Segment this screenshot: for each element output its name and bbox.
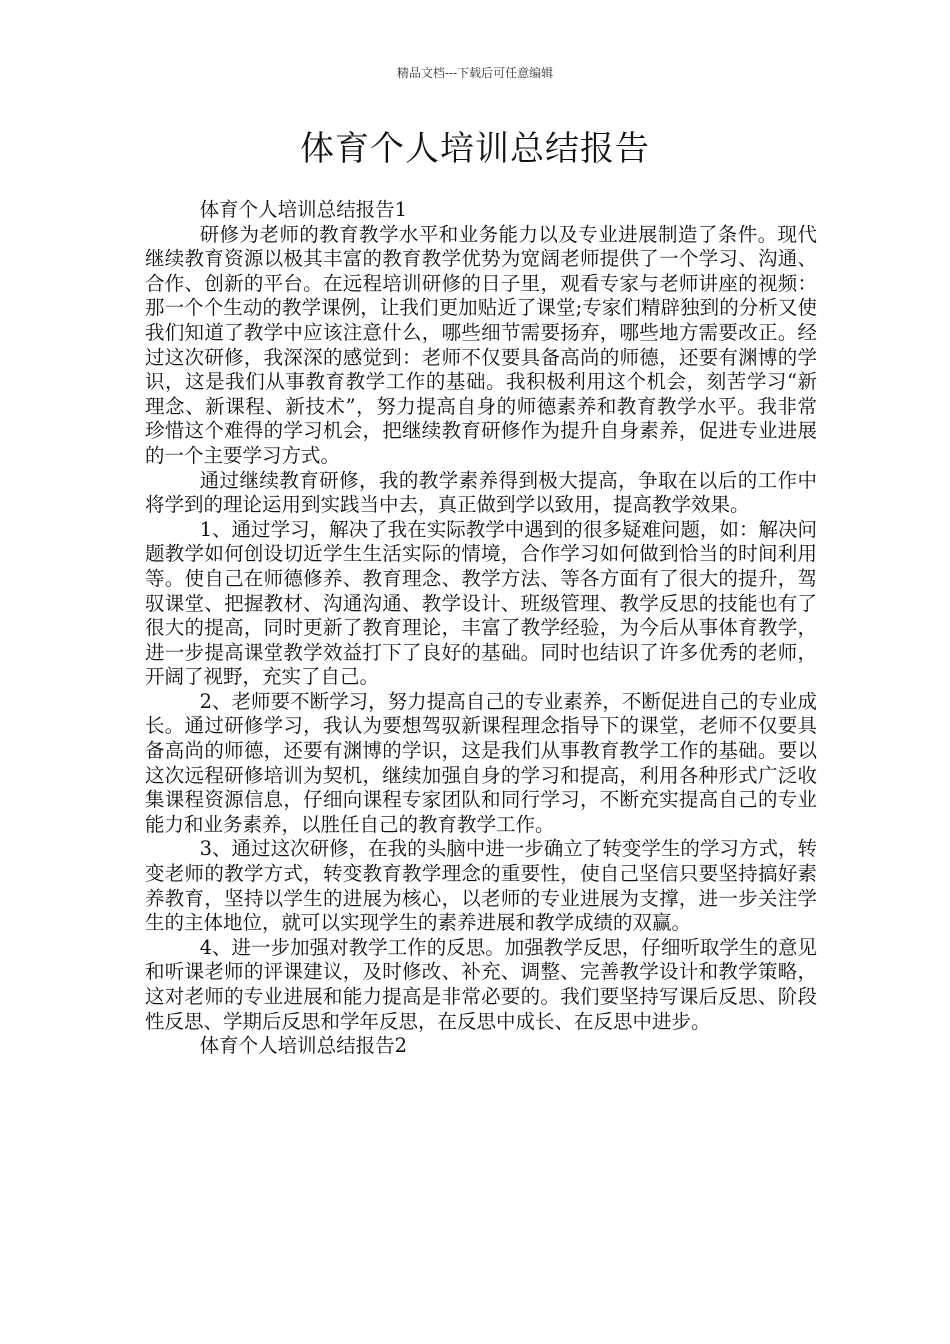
body-paragraph: 3、通过这次研修，在我的头脑中进一步确立了转变学生的学习方式，转变老师的教学方式，转变教育教学理念的重要性，使自己坚信只要坚持搞好素养教育，坚持以学生的进展为核心，以老师的专业进展为支撑，进一步关注学生的主体地位，就可以实现学生的素养进展和教学成绩的双赢。 xyxy=(145,837,817,935)
section-heading-2: 体育个人培训总结报告2 xyxy=(199,1034,408,1058)
document-body xyxy=(145,198,817,1059)
body-paragraph: 研修为老师的教育教学水平和业务能力以及专业进展制造了条件。现代继续教育资源以极其丰富的教育教学优势为宽阔老师提供了一个学习、沟通、合作、创新的平台。在远程培训研修的日子里，观看专家与老师讲座的视频：那一个个生动的教学课例，让我们更加贴近了课堂;专家们精辟独到的分析又使我们知道了教学中应该注意什么，哪些细节需要扬弃，哪些地方需要改正。经过这次研修，我深深的感觉到：老师不仅要具备高尚的师德，还要有渊博的学识，这是我们从事教育教学工作的基础。我积极利用这个机会，刻苦学习“新理念、新课程、新技术”，努力提高自身的师德素养和教育教学水平。我非常珍惜这个难得的学习机会，把继续教育研修作为提升自身素养，促进专业进展的一个主要学习方式。 xyxy=(145,222,817,467)
body-paragraph: 2、老师要不断学习，努力提高自己的专业素养，不断促进自己的专业成长。通过研修学习，我认为要想驾驭新课程理念指导下的课堂，老师不仅要具备高尚的师德，还要有渊博的学识，这是我们从事教育教学工作的基础。要以这次远程研修培训为契机，继续加强自身的学习和提高，利用各种形式广泛收集课程资源信息，仔细向课程专家团队和同行学习，不断充实提高自己的专业能力和业务素养，以胜任自己的教育教学工作。 xyxy=(145,689,817,836)
section-heading-1: 体育个人培训总结报告1 xyxy=(199,198,408,221)
document-title: 体育个人培训总结报告 xyxy=(300,129,650,169)
page-header: 精品文档---下载后可任意编辑 xyxy=(396,66,554,80)
body-paragraph: 1、通过学习，解决了我在实际教学中遇到的很多疑难问题，如：解决问题教学如何创设切近学生生活实际的情境，合作学习如何做到恰当的时间利用等。使自己在师德修养、教育理念、教学方法、等各方面有了很大的提升，驾驭课堂、把握教材、沟通沟通、教学设计、班级管理、教学反思的技能也有了很大的提高，同时更新了教育理论，丰富了教学经验，为今后从事体育教学，进一步提高课堂教学效益打下了良好的基础。同时也结识了许多优秀的老师，开阔了视野，充实了自己。 xyxy=(145,517,817,689)
body-paragraph: 通过继续教育研修，我的教学素养得到极大提高，争取在以后的工作中将学到的理论运用到实践当中去，真正做到学以致用，提高教学效果。 xyxy=(145,468,817,517)
body-paragraph: 4、进一步加强对教学工作的反思。加强教学反思，仔细听取学生的意见和听课老师的评课建议，及时修改、补充、调整、完善教学设计和教学策略，这对老师的专业进展和能力提高是非常必要的。我们要坚持写课后反思、阶段性反思、学期后反思和学年反思，在反思中成长、在反思中进步。 xyxy=(145,935,817,1033)
